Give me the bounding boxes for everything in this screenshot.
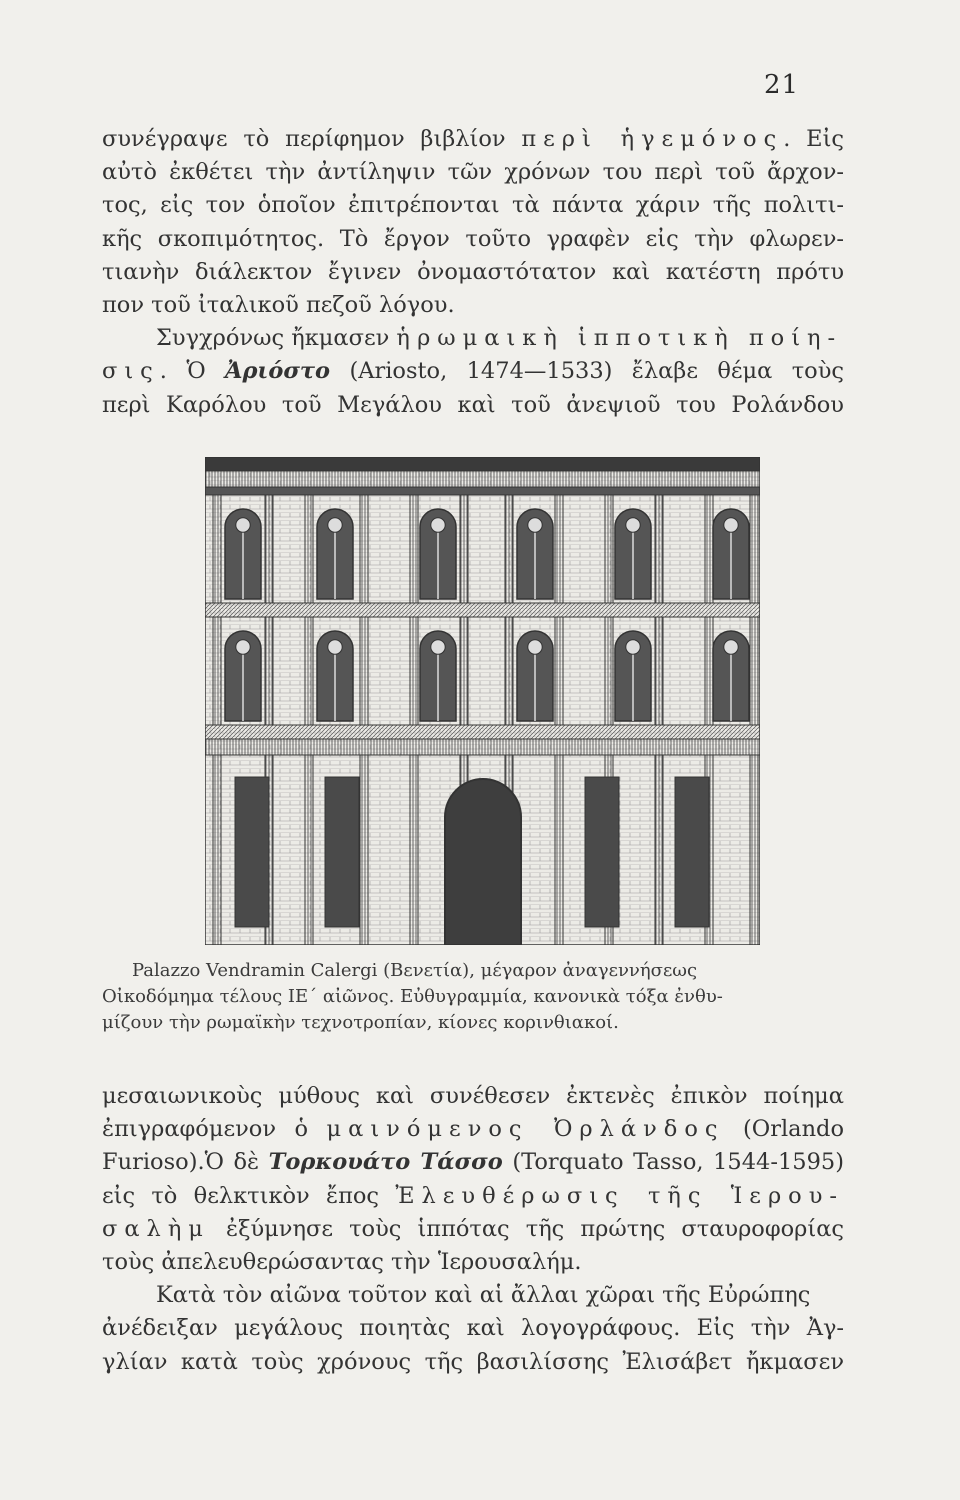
text-line: πον τοῦ ἰταλικοῦ πεζοῦ λόγου. — [102, 291, 455, 318]
palazzo-illustration — [205, 457, 760, 945]
caption-line: Οἰκοδόμημα τέλους ΙΕ΄ αἰῶνος. Εὐθυγραμμία, κανονικὰ τόξα ἐνθυ- — [102, 986, 723, 1007]
text-line: αὐτὸ ἐκθέτει τὴν ἀντίληψιν τῶν χρόνων του περὶ τοῦ ἄρχον- — [102, 159, 844, 186]
text-line: σαλὴμ ἐξύμνησε τοὺς ἱππότας τῆς πρώτης σταυροφορίας — [102, 1215, 844, 1242]
figure-caption — [102, 958, 847, 1036]
text-line: μεσαιωνικοὺς μύθους καὶ συνέθεσεν ἐκτενὲς ἐπικὸν ποίημα — [102, 1083, 844, 1109]
text-line: Furioso).Ὁ δὲ Τορκουάτο Τάσσο (Torquato Tasso, 1544-1595) — [102, 1149, 844, 1176]
text-line: εἰς τὸ θελκτικὸν ἔπος Ἐλευθέρωσις τῆς Ἱερου- — [102, 1182, 844, 1209]
text-line: τος, εἰς τον ὁποῖον ἐπιτρέπονται τὰ πάντα χάριν τῆς πολιτι- — [102, 192, 844, 219]
caption-line: Palazzo Vendramin Calergi (Βενετία), μέγαρον ἀναγεννήσεως — [132, 960, 698, 981]
body-text-bottom — [102, 1080, 844, 1379]
text-line: Κατὰ τὸν αἰῶνα τοῦτον καὶ αἱ ἄλλαι χῶραι τῆς Εὐρώπης — [156, 1282, 811, 1309]
palazzo-facade-icon — [205, 457, 760, 945]
text-line: ἀνέδειξαν μεγάλους ποιητὰς καὶ λογογράφους. Εἰς τὴν Ἀγ- — [102, 1315, 844, 1342]
text-line: περὶ Καρόλου τοῦ Μεγάλου καὶ τοῦ ἀνεψιοῦ του Ρολάνδου — [102, 391, 844, 418]
text-line: κῆς σκοπιμότητος. Τὸ ἔργον τοῦτο γραφὲν εἰς τὴν φλωρεν- — [102, 225, 844, 252]
text-line: τιανὴν διάλεκτον ἔγινεν ὀνομαστότατον καὶ κατέστη πρότυ — [102, 258, 844, 285]
text-line: ἐπιγραφόμενον ὁ μαινόμενος Ὀρλάνδος (Orlando — [102, 1116, 845, 1143]
text-line: Συγχρόνως ἤκμασεν ἡ ρωμαικὴ ἱπποτικὴ ποίη- — [156, 325, 843, 352]
text-line: συνέγραψε τὸ περίφημον βιβλίον περὶ ἡγεμόνος. Εἰς — [102, 126, 844, 152]
text-line: γλίαν κατὰ τοὺς χρόνους τῆς βασιλίσσης Ἐλισάβετ ἤκμασεν — [102, 1348, 844, 1375]
caption-line: μίζουν τὴν ρωμαϊκὴν τεχνοτροπίαν, κίονες κορινθιακοί. — [102, 1012, 619, 1033]
text-line: σις. Ὁ Ἀριόστο (Ariosto, 1474—1533) ἔλαβε θέμα τοὺς — [102, 358, 844, 385]
text-line: τοὺς ἀπελευθερώσαντας τὴν Ἱερουσαλήμ. — [102, 1248, 582, 1275]
body-text-top — [102, 123, 844, 422]
page-number: 21 — [764, 70, 800, 100]
